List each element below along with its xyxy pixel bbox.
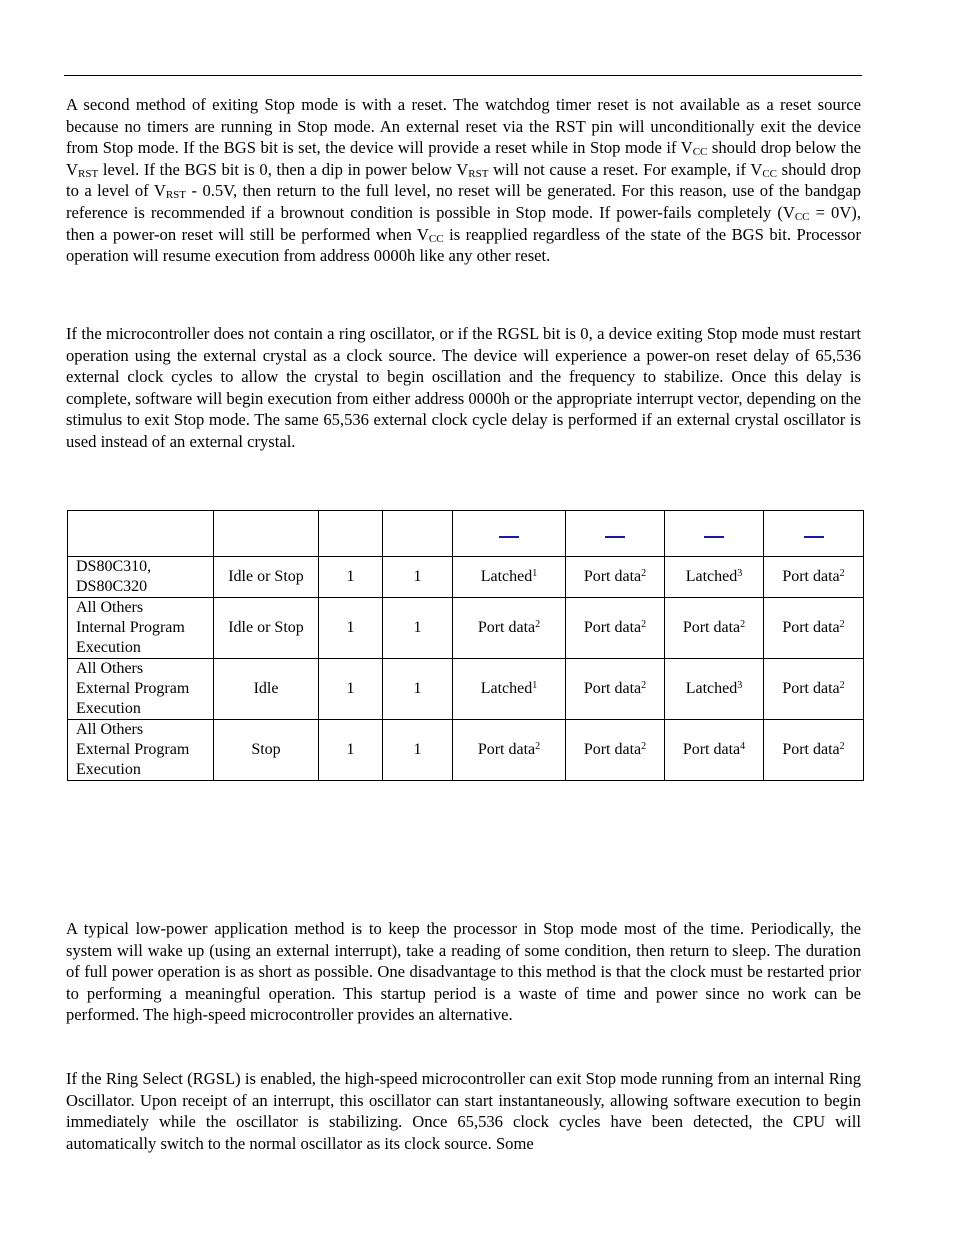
header-cell-col2 bbox=[383, 511, 453, 557]
overbar-mark bbox=[605, 536, 625, 538]
value-cell: 1 bbox=[319, 720, 383, 781]
value-cell: 1 bbox=[383, 659, 453, 720]
header-cell-col5 bbox=[665, 511, 764, 557]
overbar-mark bbox=[804, 536, 824, 538]
table-row bbox=[68, 659, 864, 720]
value-cell: 1 bbox=[383, 557, 453, 598]
pin-state-table bbox=[67, 510, 864, 781]
device-cell: All Others Internal Program Execution bbox=[68, 598, 214, 659]
paragraph-low-power-method: A typical low-power application method is to keep the processor in Stop mode most of the time. Periodically, the system will wake up (using an external interrupt), take a reading of some condition, then return to sleep. The duration of full power operation is as short as possible. One disadvantage to this method is that the clock must be restarted prior to performing a meaningful operation. This startup period is a waste of time and power since no work can be performed. The high-speed microcontroller provides an alternative. bbox=[66, 919, 861, 1025]
header-cell-device bbox=[68, 511, 214, 557]
value-cell: Port data$^2$ bbox=[566, 720, 665, 781]
header-cell-col4 bbox=[566, 511, 665, 557]
value-cell: Latched$^1$ bbox=[453, 557, 566, 598]
table-row bbox=[68, 557, 864, 598]
header-cell-col1 bbox=[319, 511, 383, 557]
header-cell-mode bbox=[214, 511, 319, 557]
value-cell: 1 bbox=[383, 720, 453, 781]
device-cell: All Others External Program Execution bbox=[68, 720, 214, 781]
mode-cell: Idle bbox=[214, 659, 319, 720]
table-header-row bbox=[68, 511, 864, 557]
value-cell: Port data$^2$ bbox=[566, 557, 665, 598]
header-cell-col3 bbox=[453, 511, 566, 557]
header-rule bbox=[64, 75, 862, 76]
value-cell: 1 bbox=[383, 598, 453, 659]
mode-cell: Stop bbox=[214, 720, 319, 781]
value-cell: Port data$^4$ bbox=[665, 720, 764, 781]
overbar-mark bbox=[704, 536, 724, 538]
paragraph-reset-exit: A second method of exiting Stop mode is with a reset. The watchdog timer reset is not available as a reset source because no timers are running in Stop mode. An external reset via the RST pin will unconditionally exit the device from Stop mode. If the BGS bit is set, the device will provide a reset while in Stop mode if $V_{CC}$ should drop below the $V_{RST}$ level. If the BGS bit is 0, then a dip in power below $V_{RST}$ will not cause a reset. For example, if $V_{CC}$ should drop to a level of $V_{RST} - 0.5V$, then return to the full level, no reset will be generated. For this reason, use of the bandgap reference is recommended if a brownout condition is possible in Stop mode. If power-fails completely $(V_{CC} = 0V)$, then a power-on reset will still be performed when $V_{CC}$ is reapplied regardless of the state of the BGS bit. Processor operation will resume execution from address 0000h like any other reset. bbox=[66, 95, 862, 266]
value-cell: Latched$^3$ bbox=[665, 659, 764, 720]
overbar-mark bbox=[499, 536, 519, 538]
value-cell: Port data$^2$ bbox=[665, 598, 764, 659]
value-cell: 1 bbox=[319, 598, 383, 659]
header-cell-col6 bbox=[764, 511, 864, 557]
device-cell: DS80C310, DS80C320 bbox=[68, 557, 214, 598]
value-cell: Port data$^2$ bbox=[453, 720, 566, 781]
mode-cell: Idle or Stop bbox=[214, 557, 319, 598]
value-cell: Port data$^2$ bbox=[764, 598, 864, 659]
paragraph-ring-oscillator: If the Ring Select (RGSL) is enabled, the high-speed microcontroller can exit Stop mode running from an internal Ring Oscillator. Upon receipt of an interrupt, this oscillator can start instantaneously, allowing software execution to begin immediately while the oscillator is stabilizing. Once 65,536 clock cycles have been detected, the CPU will automatically switch to the normal oscillator as its clock source. Some bbox=[66, 1069, 861, 1153]
value-cell: Port data$^2$ bbox=[566, 659, 665, 720]
value-cell: 1 bbox=[319, 659, 383, 720]
value-cell: Port data$^2$ bbox=[566, 598, 665, 659]
value-cell: Latched$^1$ bbox=[453, 659, 566, 720]
device-cell: All Others External Program Execution bbox=[68, 659, 214, 720]
value-cell: 1 bbox=[319, 557, 383, 598]
paragraph-crystal-restart: If the microcontroller does not contain a ring oscillator, or if the RGSL bit is 0, a device exiting Stop mode must restart operation using the external crystal as a clock source. The device will experience a power-on reset delay of 65,536 external clock cycles to allow the crystal to begin oscillation and the frequency to stabilize. Once this delay is complete, software will begin execution from either address 0000h or the appropriate interrupt vector, depending on the stimulus to exit Stop mode. The same 65,536 external clock cycle delay is performed if an external crystal oscillator is used instead of an external crystal. bbox=[66, 324, 861, 451]
value-cell: Port data$^2$ bbox=[764, 659, 864, 720]
table-row bbox=[68, 720, 864, 781]
value-cell: Port data$^2$ bbox=[453, 598, 566, 659]
value-cell: Port data$^2$ bbox=[764, 720, 864, 781]
value-cell: Port data$^2$ bbox=[764, 557, 864, 598]
value-cell: Latched$^3$ bbox=[665, 557, 764, 598]
mode-cell: Idle or Stop bbox=[214, 598, 319, 659]
table-row bbox=[68, 598, 864, 659]
